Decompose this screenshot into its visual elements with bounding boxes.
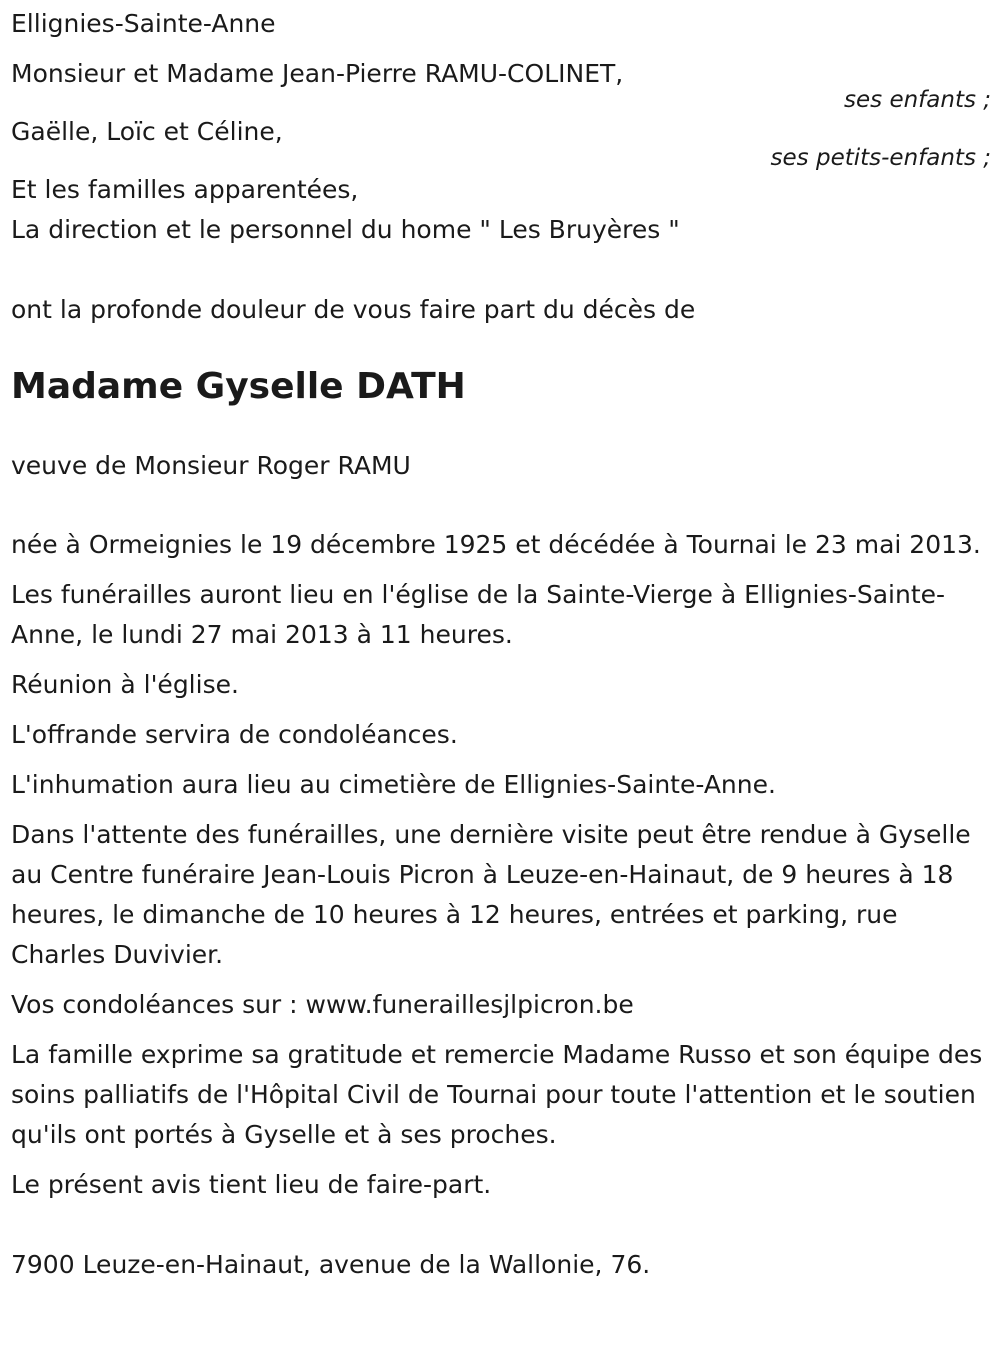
funeral-paragraph: Les funérailles auront lieu en l'église de la Sainte-Vierge à Ellignies-Sainte-Anne, le lundi 27 mai 2013 à 11 heures. (11, 580, 946, 649)
grandchildren-note: ses petits-enfants ; (770, 145, 991, 171)
birth-death-paragraph: née à Ormeignies le 19 décembre 1925 et décédée à Tournai le 23 mai 2013. (11, 530, 981, 559)
meeting-paragraph: Réunion à l'église. (11, 670, 239, 699)
obituary-notice (11, 4, 991, 1285)
family-line: Et les familles apparentées, (11, 175, 359, 204)
burial-paragraph: L'inhumation aura lieu au cimetière de Ellignies-Sainte-Anne. (11, 770, 776, 799)
widow-line: veuve de Monsieur Roger RAMU (11, 451, 411, 480)
deceased-name: Madame Gyselle DATH (11, 366, 466, 407)
condolences-paragraph: Vos condoléances sur : www.funeraillesjlpicron.be (11, 990, 634, 1019)
address-line: 7900 Leuze-en-Hainaut, avenue de la Wallonie, 76. (11, 1250, 651, 1279)
notice-paragraph: Le présent avis tient lieu de faire-part. (11, 1170, 492, 1199)
gratitude-paragraph: La famille exprime sa gratitude et remercie Madame Russo et son équipe des soins palliatifs de l'Hôpital Civil de Tournai pour toute l'attention et le soutien qu'ils ont portés à Gyselle et à ses proches. (11, 1040, 983, 1149)
location-line: Ellignies-Sainte-Anne (11, 9, 276, 38)
offering-paragraph: L'offrande servira de condoléances. (11, 720, 458, 749)
children-line: Monsieur et Madame Jean-Pierre RAMU-COLINET, (11, 59, 624, 88)
staff-line: La direction et le personnel du home " Les Bruyères " (11, 215, 680, 244)
grandchildren-line: Gaëlle, Loïc et Céline, (11, 117, 283, 146)
intro-line: ont la profonde douleur de vous faire part du décès de (11, 295, 696, 324)
children-note: ses enfants ; (844, 87, 991, 113)
visit-paragraph: Dans l'attente des funérailles, une dernière visite peut être rendue à Gyselle au Centre funéraire Jean-Louis Picron à Leuze-en-Hainaut, de 9 heures à 18 heures, le dimanche de 10 heures à 12 heures, entrées et parking, rue Charles Duvivier. (11, 820, 971, 969)
